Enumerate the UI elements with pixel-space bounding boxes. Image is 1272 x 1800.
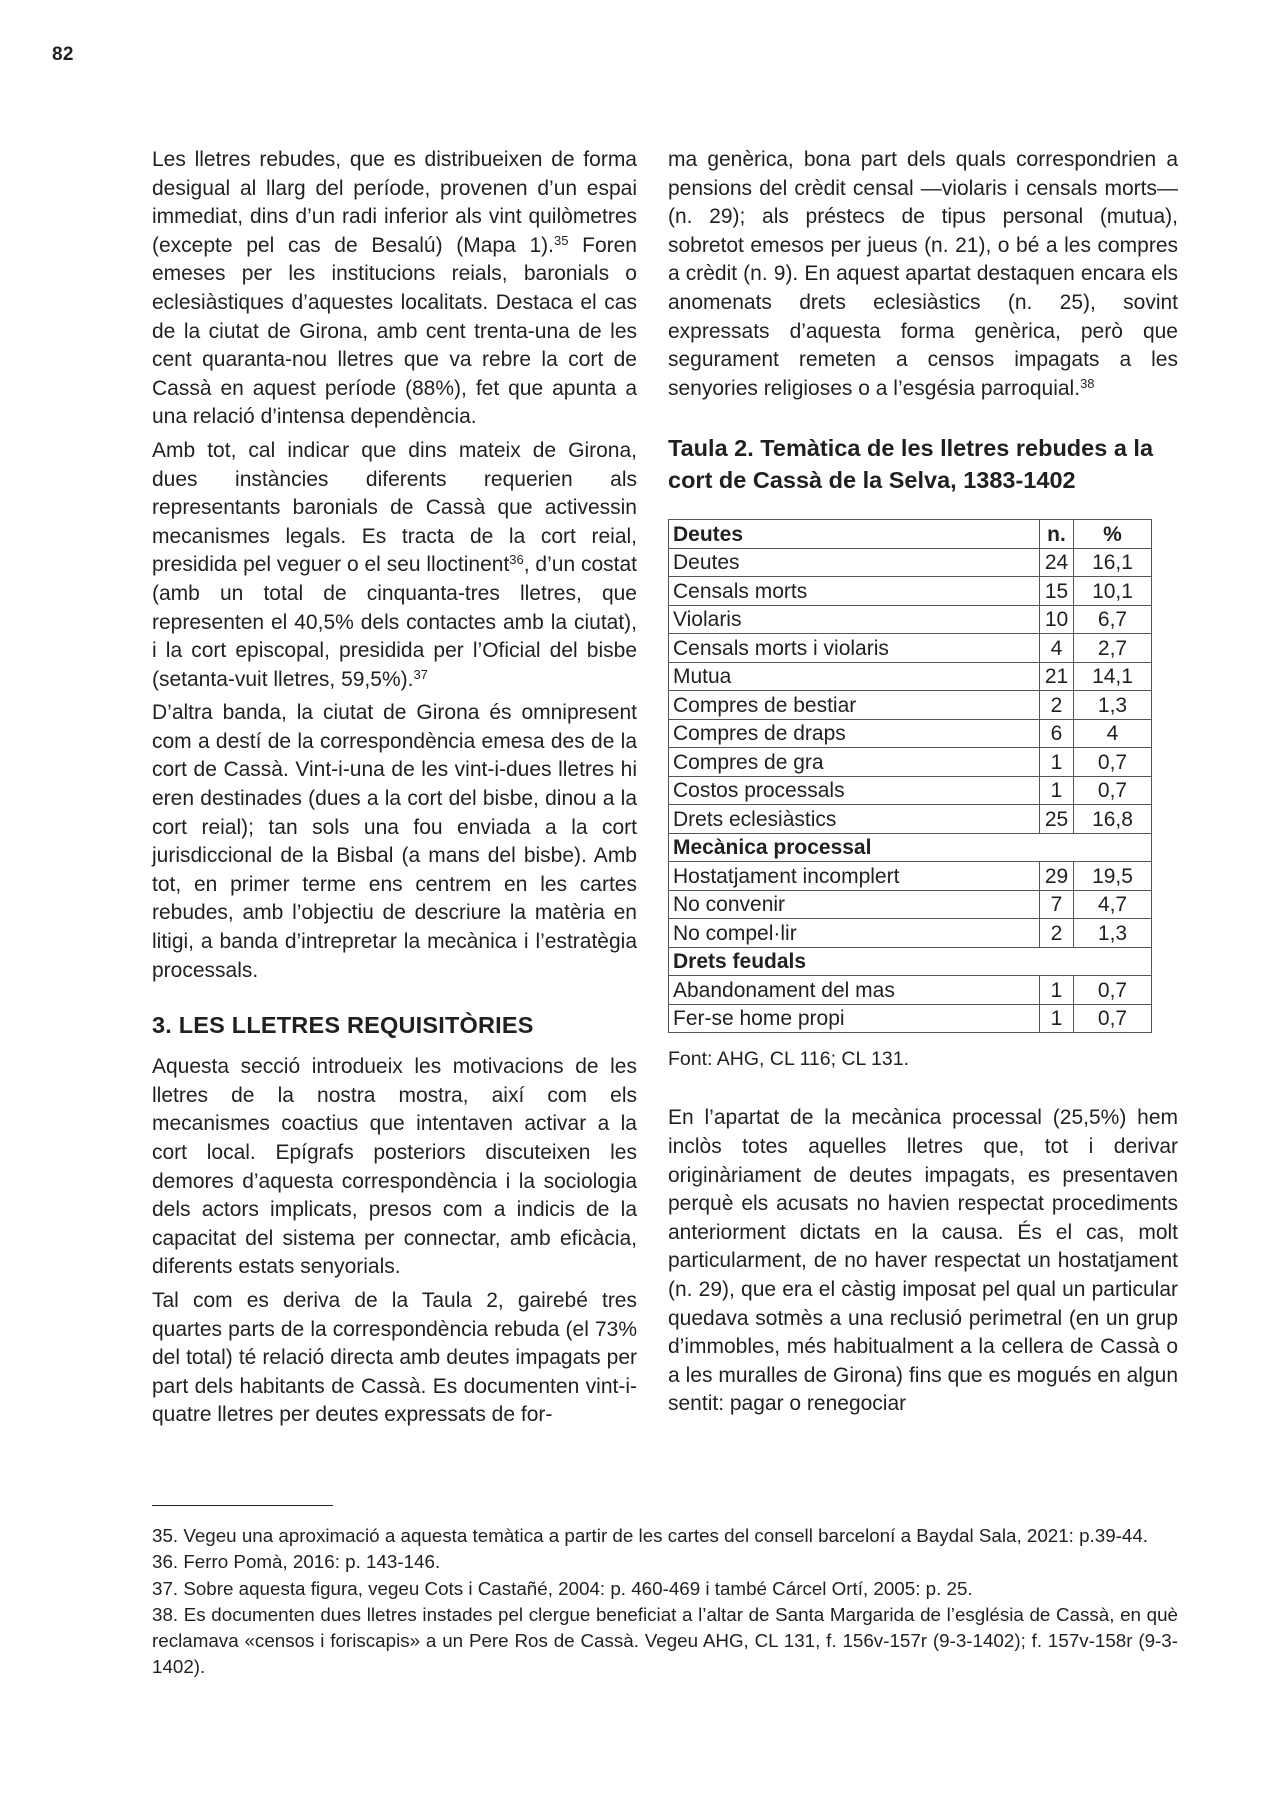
percent-value-cell: 1,3 <box>1074 919 1152 948</box>
percent-value-cell: 1,3 <box>1074 691 1152 720</box>
category-cell: Censals morts <box>669 577 1040 606</box>
footnote-38: 38. Es documenten dues lletres instades pel clergue beneficiat a l’altar de Santa Margarida de l’església de Cassà, en què reclamava «censos i foriscapis» a un Pere Ros de Cassà. Vegeu AHG, CL 131, f. 156v-157r (9-3-1402); f. 157v-158r (9-3-1402). <box>152 1603 1178 1678</box>
paragraph: En l’apartat de la mecànica processal (25,5%) hem inclòs totes aquelles lletres que, tot i derivar originàriament de deutes impagats, es presentaven perquè els acusats no havien respectat procediments anteriorment dictats en la causa. És el cas, molt particularment, de no haver respectat un hostatjament (n. 29), que era el càstig imposat pel qual un particular quedava sotmès a una reclusió perimetral (en un grup d’immobles, més habitualment a la cellera de Cassà o a les muralles de Girona) fins que es mogués en algun sentit: pagar o renegociar <box>668 1106 1178 1416</box>
paragraph: Tal com es deriva de la Taula 2, gairebé tres quartes parts de la correspondència rebuda (el 73% del total) té relació directa amb deutes impagats per part dels habitants de Cassà. Es documenten vint-i-quatre lletres per deutes expressats de for- <box>152 1288 637 1427</box>
percent-value-cell: 14,1 <box>1074 662 1152 691</box>
category-cell: Compres de bestiar <box>669 691 1040 720</box>
table-header-row <box>669 520 1152 549</box>
table-row <box>669 662 1152 691</box>
n-value-cell: 1 <box>1040 748 1074 777</box>
section-label-cell: Drets feudals <box>669 947 1152 976</box>
footnote-36: 36. Ferro Pomà, 2016: p. 143-146. <box>152 1551 441 1573</box>
page-number: 82 <box>52 44 74 65</box>
section-label-cell: Mecànica processal <box>669 833 1152 862</box>
footnote-separator <box>152 1505 333 1506</box>
percent-value-cell: 4,7 <box>1074 890 1152 919</box>
paragraph: D’altra banda, la ciutat de Girona és omnipresent com a destí de la correspondència emesa des de la cort de Cassà. Vint-i-una de les vint-i-dues lletres hi eren destinades (dues a la cort del bisbe, dinou a la cort reial); tan sols una fou enviada a la cort jurisdiccional de la Bisbal (a mans del bisbe). Amb tot, en primer terme ens centrem en les cartes rebudes, amb l’objectiu de descriure la matèria en litigi, a banda d’intrepretar la mecànica i l’estratègia processals. <box>152 701 637 982</box>
n-value-cell: 1 <box>1040 776 1074 805</box>
n-value-cell: 2 <box>1040 919 1074 948</box>
table-row <box>669 776 1152 805</box>
n-value-cell: 25 <box>1040 805 1074 834</box>
category-cell: Costos processals <box>669 776 1040 805</box>
category-cell: Drets eclesiàstics <box>669 805 1040 834</box>
footnote-ref-36: 36 <box>509 552 524 568</box>
percent-value-cell: 16,1 <box>1074 548 1152 577</box>
table-row <box>669 719 1152 748</box>
category-cell: Abandonament del mas <box>669 976 1040 1005</box>
n-value-cell: 21 <box>1040 662 1074 691</box>
table-title: Taula 2. Temàtica de les lletres rebudes a la cort de Cassà de la Selva, 1383-1402 <box>668 435 1154 493</box>
paragraph: ma genèrica, bona part dels quals correspondrien a pensions del crèdit censal —violaris i censals morts— (n. 29); als préstecs de tipus personal (mutua), sobretot emesos per jueus (n. 21), o bé a les compres a crèdit (n. 9). En aquest apartat destaquen encara els anomenats drets eclesiàstics (n. 25), sovint expressats d’aquesta forma genèrica, però que segurament remeten a censos impagats a les senyories religioses o a l’esgésia parroquial.$^{38}$ <box>668 148 1178 400</box>
category-cell: Compres de draps <box>669 719 1040 748</box>
category-cell: Fer-se home propi <box>669 1004 1040 1033</box>
percent-value-cell: 0,7 <box>1074 776 1152 805</box>
table-row <box>669 947 1152 976</box>
footnote-ref-38: 38 <box>1080 375 1095 391</box>
category-cell: No compel·lir <box>669 919 1040 948</box>
n-value-cell: 10 <box>1040 605 1074 634</box>
category-cell: Compres de gra <box>669 748 1040 777</box>
category-cell: Censals morts i violaris <box>669 634 1040 663</box>
category-cell: Violaris <box>669 605 1040 634</box>
paragraph: Aquesta secció introdueix les motivacions de les lletres de la nostra mostra, així com els mecanismes coactius que intentaven activar a la cort local. Epígrafs posteriors discuteixen les demores d’aquesta correspondència i la sociologia dels actors implicats, presos com a indicis de la capacitat del sistema per connectar, amb eficàcia, diferents estats senyorials. <box>152 1055 637 1279</box>
n-value-cell: 7 <box>1040 890 1074 919</box>
n-value-cell: 4 <box>1040 634 1074 663</box>
table-source-note: Font: AHG, CL 116; CL 131. <box>668 1048 909 1071</box>
percent-value-cell: 16,8 <box>1074 805 1152 834</box>
n-value-cell: 2 <box>1040 691 1074 720</box>
footnotes-section <box>152 1505 1178 1681</box>
category-cell: Deutes <box>669 548 1040 577</box>
n-value-cell: 1 <box>1040 976 1074 1005</box>
two-column-text-block <box>152 146 1178 1435</box>
column-header-n: n. <box>1040 520 1074 549</box>
n-value-cell: 29 <box>1040 862 1074 891</box>
table-row <box>669 862 1152 891</box>
table-row <box>669 976 1152 1005</box>
footnote-35: 35. Vegeu una aproximació a aquesta temàtica a partir de les cartes del consell barceloní a Baydal Sala, 2021: p.39-44. <box>152 1525 1149 1546</box>
category-cell: Mutua <box>669 662 1040 691</box>
paragraph: Les lletres rebudes, que es distribueixen de forma desigual al llarg del període, provenen d’un espai immediat, dins d’un radi inferior als vint quilòmetres (excepte pel cas de Besalú) (Mapa 1).$^{35}$ Foren emeses per les institucions reials, baronials o eclesiàstiques d’aquestes localitats. Destaca el cas de la ciutat de Girona, amb cent trenta-una de les cent quaranta-nou lletres que va rebre la cort de Cassà en aquest període (88%), fet que apunta a una relació d’intensa dependència. <box>152 148 637 429</box>
category-cell: No convenir <box>669 890 1040 919</box>
footnote-37: 37. Sobre aquesta figura, vegeu Cots i Castañé, 2004: p. 460-469 i també Cárcel Ortí, 2005: p. 25. <box>152 1577 973 1599</box>
column-header-percent: % <box>1074 520 1152 549</box>
percent-value-cell: 6,7 <box>1074 605 1152 634</box>
percent-value-cell: 0,7 <box>1074 1004 1152 1033</box>
table-row <box>669 890 1152 919</box>
left-column <box>152 146 637 1435</box>
footnote-ref-35: 35 <box>553 232 569 248</box>
table-row <box>669 577 1152 606</box>
right-column <box>668 146 1178 1435</box>
table-row <box>669 634 1152 663</box>
table-row <box>669 691 1152 720</box>
n-value-cell: 15 <box>1040 577 1074 606</box>
percent-value-cell: 4 <box>1074 719 1152 748</box>
footnote-ref-37: 37 <box>413 666 428 682</box>
table-row <box>669 605 1152 634</box>
table-row <box>669 805 1152 834</box>
percent-value-cell: 2,7 <box>1074 634 1152 663</box>
n-value-cell: 1 <box>1040 1004 1074 1033</box>
percent-value-cell: 0,7 <box>1074 748 1152 777</box>
table-row <box>669 748 1152 777</box>
paragraph: Amb tot, cal indicar que dins mateix de Girona, dues instàncies diferents requerien als representants baronials de Cassà que activessin mecanismes legals. Es tracta de la cort reial, presidida pel veguer o el seu lloctinent$^{36}$, d’un costat (amb un total de cinquanta-tres lletres, que representen el 40,5% dels contactes amb la ciutat), i la cort episcopal, presidida per l’Oficial del bisbe (setanta-vuit lletres, 59,5%).$^{37}$ <box>152 438 637 691</box>
footnote-list <box>152 1523 1178 1681</box>
percent-value-cell: 0,7 <box>1074 976 1152 1005</box>
table-row <box>669 919 1152 948</box>
column-header-category: Deutes <box>669 520 1040 549</box>
percent-value-cell: 19,5 <box>1074 862 1152 891</box>
table-row <box>669 1004 1152 1033</box>
percent-value-cell: 10,1 <box>1074 577 1152 606</box>
table-row <box>669 833 1152 862</box>
n-value-cell: 6 <box>1040 719 1074 748</box>
category-cell: Hostatjament incomplert <box>669 862 1040 891</box>
taula-2-data-table <box>668 519 1152 1033</box>
n-value-cell: 24 <box>1040 548 1074 577</box>
table-row <box>669 548 1152 577</box>
section-heading: 3. LES LLETRES REQUISITÒRIES <box>152 1012 534 1039</box>
